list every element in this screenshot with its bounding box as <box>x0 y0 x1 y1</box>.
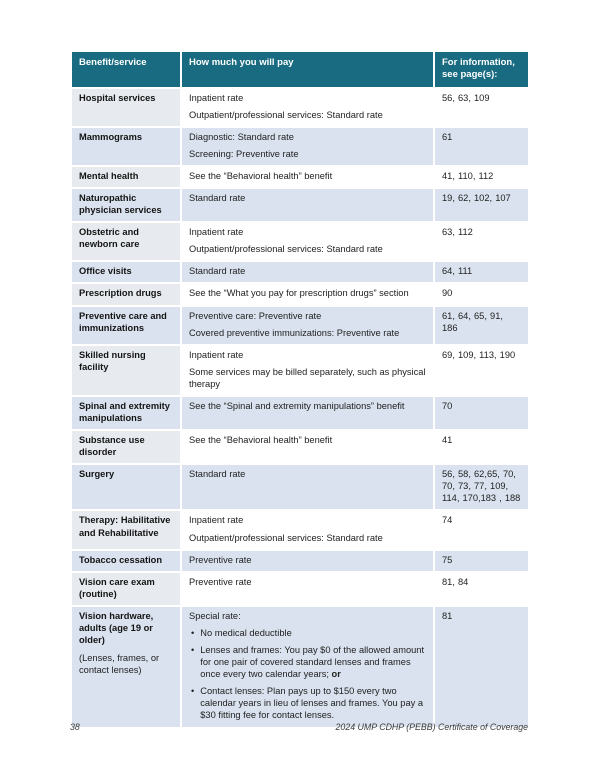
benefit-cell <box>71 345 181 396</box>
table-row <box>71 550 529 572</box>
pages-cell: 74 <box>434 510 529 549</box>
benefit-name: Spinal and extremity manipulations <box>79 400 170 424</box>
pay-cell <box>181 127 434 166</box>
pay-text: Outpatient/professional services: Standard rate <box>189 532 383 543</box>
benefit-name: Prescription drugs <box>79 288 162 299</box>
pay-text: See the “Behavioral health” benefit <box>189 171 333 181</box>
benefit-name: Obstetric and newborn care <box>79 227 140 250</box>
pay-text: Preventive rate <box>189 576 252 587</box>
pay-text: Inpatient rate <box>189 515 244 526</box>
benefit-name: Mammograms <box>79 131 143 142</box>
pay-line <box>189 366 426 390</box>
benefit-cell <box>71 283 181 305</box>
pay-cell <box>181 550 434 572</box>
pay-line <box>189 148 426 160</box>
benefit-cell <box>71 550 181 572</box>
pay-line <box>189 400 426 412</box>
pay-text: Inpatient rate <box>189 92 244 103</box>
pages-cell: 81, 84 <box>434 572 529 606</box>
pay-cell <box>181 606 434 728</box>
pay-cell <box>181 306 434 345</box>
pages-cell: 41, 110, 112 <box>434 166 529 188</box>
pay-bullet-item <box>189 627 426 639</box>
pay-text: Special rate: <box>189 610 241 621</box>
pages-cell: 41 <box>434 430 529 464</box>
table-row <box>71 510 529 549</box>
benefits-table <box>70 50 530 729</box>
pay-text: No medical deductible <box>200 627 292 638</box>
pay-cell <box>181 396 434 430</box>
pay-text: Outpatient/professional services: Standard rate <box>189 244 383 255</box>
pages-cell: 70 <box>434 396 529 430</box>
pay-text: Diagnostic: Standard rate <box>189 131 294 142</box>
pay-line <box>189 243 426 255</box>
pay-line <box>189 349 426 361</box>
pay-text: Preventive care: Preventive rate <box>189 310 322 321</box>
pay-line <box>189 92 426 104</box>
pages-cell: 19, 62, 102, 107 <box>434 188 529 222</box>
pay-text: See the “What you pay for prescription drugs” section <box>189 288 409 299</box>
pay-text: Standard rate <box>189 193 246 204</box>
benefit-name: Surgery <box>79 469 115 480</box>
benefit-cell <box>71 166 181 188</box>
pay-text: Preventive rate <box>189 554 252 565</box>
benefit-name: Vision care exam (routine) <box>79 576 155 599</box>
benefit-name: Office visits <box>79 266 132 277</box>
pages-cell: 81 <box>434 606 529 728</box>
benefit-name: Therapy: Habilitative and Rehabilitative <box>79 515 171 538</box>
benefit-cell <box>71 464 181 510</box>
pay-bullet-item <box>189 644 426 680</box>
pay-line <box>189 468 426 480</box>
pages-cell: 56, 63, 109 <box>434 88 529 127</box>
bullet-icon: • <box>191 645 195 656</box>
pay-text: Covered preventive immunizations: Preventive rate <box>189 327 400 338</box>
table-row <box>71 396 529 430</box>
pay-line <box>189 287 426 299</box>
pay-line <box>189 192 426 204</box>
table-row <box>71 572 529 606</box>
pay-cell <box>181 345 434 396</box>
pay-text: See the “Behavioral health” benefit <box>189 435 333 446</box>
header-benefit-service: Benefit/service <box>71 51 181 88</box>
benefit-cell <box>71 306 181 345</box>
pay-cell <box>181 464 434 510</box>
table-row <box>71 606 529 728</box>
benefit-name: Hospital services <box>79 92 156 103</box>
table-row <box>71 88 529 127</box>
pages-cell: 56, 58, 62,65, 70, 70, 73, 77, 109, 114, 170,183 , 188 <box>434 464 529 510</box>
pay-text-bold: or <box>331 669 341 680</box>
table-row <box>71 166 529 188</box>
pay-text: Some services may be billed separately, such as physical therapy <box>189 366 426 389</box>
benefit-cell <box>71 606 181 728</box>
table-row <box>71 283 529 305</box>
benefit-cell <box>71 88 181 127</box>
benefit-cell <box>71 572 181 606</box>
pages-cell: 90 <box>434 283 529 305</box>
table-row <box>71 261 529 283</box>
pay-line <box>189 170 426 182</box>
pay-cell <box>181 88 434 127</box>
pages-cell: 61 <box>434 127 529 166</box>
document-title: 2024 UMP CDHP (PEBB) Certificate of Coverage <box>335 722 528 732</box>
pay-text: Standard rate <box>189 266 246 277</box>
header-page-references: For information, see page(s): <box>434 51 529 88</box>
benefit-name: Naturopathic physician services <box>79 193 162 216</box>
pay-cell <box>181 283 434 305</box>
pages-cell: 75 <box>434 550 529 572</box>
pay-text: Inpatient rate <box>189 227 244 238</box>
benefit-name: Vision hardware, adults (age 19 or older) <box>79 610 154 646</box>
pay-line <box>189 131 426 143</box>
table-header <box>71 51 529 88</box>
pages-cell: 61, 64, 65, 91, 186 <box>434 306 529 345</box>
benefit-cell <box>71 396 181 430</box>
pay-text: See the “Spinal and extremity manipulations” benefit <box>189 400 405 411</box>
benefit-name: Preventive care and immunizations <box>79 310 167 333</box>
table-row <box>71 430 529 464</box>
pay-cell <box>181 166 434 188</box>
pay-line <box>189 554 426 566</box>
pay-cell <box>181 510 434 549</box>
pay-text: Lenses and frames: You pay $0 of the allowed amount for one pair of covered standard lenses and frames once every two calendar years; or <box>200 645 425 680</box>
pay-line <box>189 226 426 238</box>
benefit-name: Mental health <box>79 171 139 181</box>
benefit-cell <box>71 127 181 166</box>
header-how-much-you-pay: How much you will pay <box>181 51 434 88</box>
bullet-icon: • <box>191 686 195 697</box>
pages-cell: 63, 112 <box>434 222 529 261</box>
bullet-icon: • <box>191 627 195 638</box>
pay-text: Inpatient rate <box>189 349 244 360</box>
pages-cell: 64, 111 <box>434 261 529 283</box>
pay-line <box>189 434 426 446</box>
benefit-cell <box>71 261 181 283</box>
pay-text: Outpatient/professional services: Standard rate <box>189 109 383 120</box>
pay-text: Screening: Preventive rate <box>189 148 299 159</box>
benefit-cell <box>71 510 181 549</box>
benefit-cell <box>71 430 181 464</box>
pay-cell <box>181 430 434 464</box>
pay-cell <box>181 222 434 261</box>
table-row <box>71 188 529 222</box>
table-row <box>71 222 529 261</box>
pages-cell: 69, 109, 113, 190 <box>434 345 529 396</box>
header-row <box>71 51 529 88</box>
page-footer <box>70 722 528 732</box>
table-row <box>71 464 529 510</box>
pay-line <box>189 109 426 121</box>
pay-line <box>189 265 426 277</box>
table-row <box>71 345 529 396</box>
benefit-cell <box>71 188 181 222</box>
table-row <box>71 127 529 166</box>
pay-line <box>189 532 426 544</box>
pay-line <box>189 610 426 622</box>
benefit-name: Skilled nursing facility <box>79 349 146 372</box>
page-number: 38 <box>70 722 80 732</box>
benefit-note: (Lenses, frames, or contact lenses) <box>79 653 160 676</box>
pay-bullet-item <box>189 685 426 721</box>
pay-cell <box>181 572 434 606</box>
pay-line <box>189 327 426 339</box>
pay-line <box>189 576 426 588</box>
table-row <box>71 306 529 345</box>
pay-text: Contact lenses: Plan pays up to $150 every two calendar years in lieu of lenses and frames. You pay a $30 fitting fee for contact lenses. <box>200 686 424 721</box>
pay-line <box>189 310 426 322</box>
pay-text: Standard rate <box>189 469 246 480</box>
benefit-name: Substance use disorder <box>79 435 145 458</box>
pay-cell <box>181 188 434 222</box>
benefits-table-body <box>71 88 529 728</box>
pay-cell <box>181 261 434 283</box>
pay-line <box>189 514 426 526</box>
benefit-name: Tobacco cessation <box>79 554 163 565</box>
benefit-cell <box>71 222 181 261</box>
